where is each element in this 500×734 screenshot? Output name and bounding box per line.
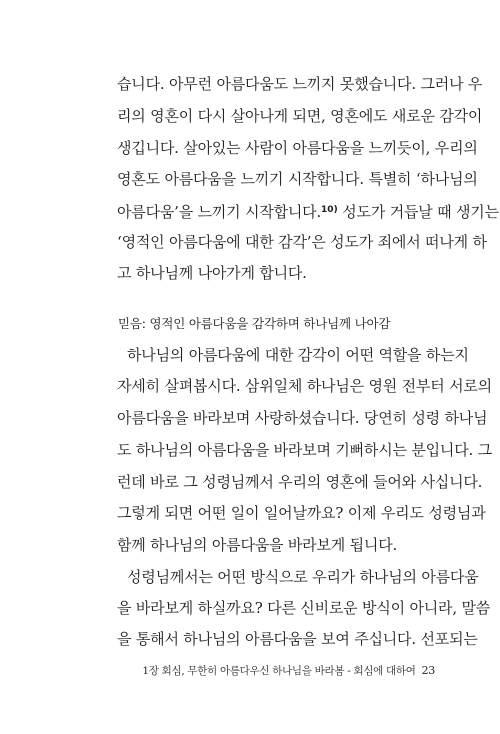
paragraph-line-with-footnote: [117, 200, 499, 221]
paragraph-line: 을 바라보게 하실까요? 다른 신비로운 방식이 아니라, 말씀: [117, 599, 491, 617]
paragraph-line: 생깁니다. 살아있는 사람이 아름다움을 느끼듯이, 우리의: [117, 139, 478, 157]
paragraph-line: ‘영적인 아름다움에 대한 감각’은 성도가 죄에서 떠나게 하: [117, 233, 487, 251]
paragraph-line: 고 하나님께 나아가게 합니다.: [117, 264, 307, 282]
paragraph-line: 자세히 살펴봅시다. 삼위일체 하나님은 영원 전부터 서로의: [117, 377, 492, 395]
paragraph-line: 하나님의 아름다움에 대한 감각이 어떤 역할을 하는지: [127, 346, 469, 364]
paragraph-line: 을 통해서 하나님의 아름다움을 보여 주십니다. 선포되는: [117, 630, 478, 648]
paragraph-line: 영혼도 아름다움을 느끼기 시작합니다. 특별히 ‘하나님의: [117, 170, 478, 188]
paragraph-line: 습니다. 아무런 아름다움도 느끼지 못했습니다. 그러나 우: [117, 75, 483, 93]
footnote-reference: 10): [321, 205, 338, 215]
paragraph-line: 런데 바로 그 성령님께서 우리의 영혼에 들어와 사십니다.: [117, 473, 483, 491]
page-footer: [142, 664, 435, 678]
paragraph-line: 성령님께서는 어떤 방식으로 우리가 하나님의 아름다움: [127, 568, 479, 586]
line-text: 성도가 거듭날 때 생기는: [342, 203, 499, 221]
paragraph-line: 아름다움을 바라보며 사랑하셨습니다. 당연히 성령 하나님: [117, 409, 488, 427]
line-text: 아름다움’을 느끼기 시작합니다.: [117, 203, 322, 221]
paragraph-line: 도 하나님의 아름다움을 바라보며 기뻐하시는 분입니다. 그: [117, 441, 492, 459]
paragraph-line: 리의 영혼이 다시 살아나게 되면, 영혼에도 새로운 감각이: [117, 107, 483, 125]
paragraph-line: 함께 하나님의 아름다움을 바라보게 됩니다.: [117, 536, 398, 554]
running-title: 1장 회심, 무한히 아름다우신 하나님을 바라봄 - 회심에 대하여: [142, 665, 416, 677]
page-number: 23: [421, 664, 435, 677]
paragraph-line: 그렇게 되면 어떤 일이 일어날까요? 이제 우리도 성령님과: [117, 504, 486, 522]
section-heading: 믿음: 영적인 아름다움을 감각하며 하나님께 나아감: [118, 316, 391, 331]
